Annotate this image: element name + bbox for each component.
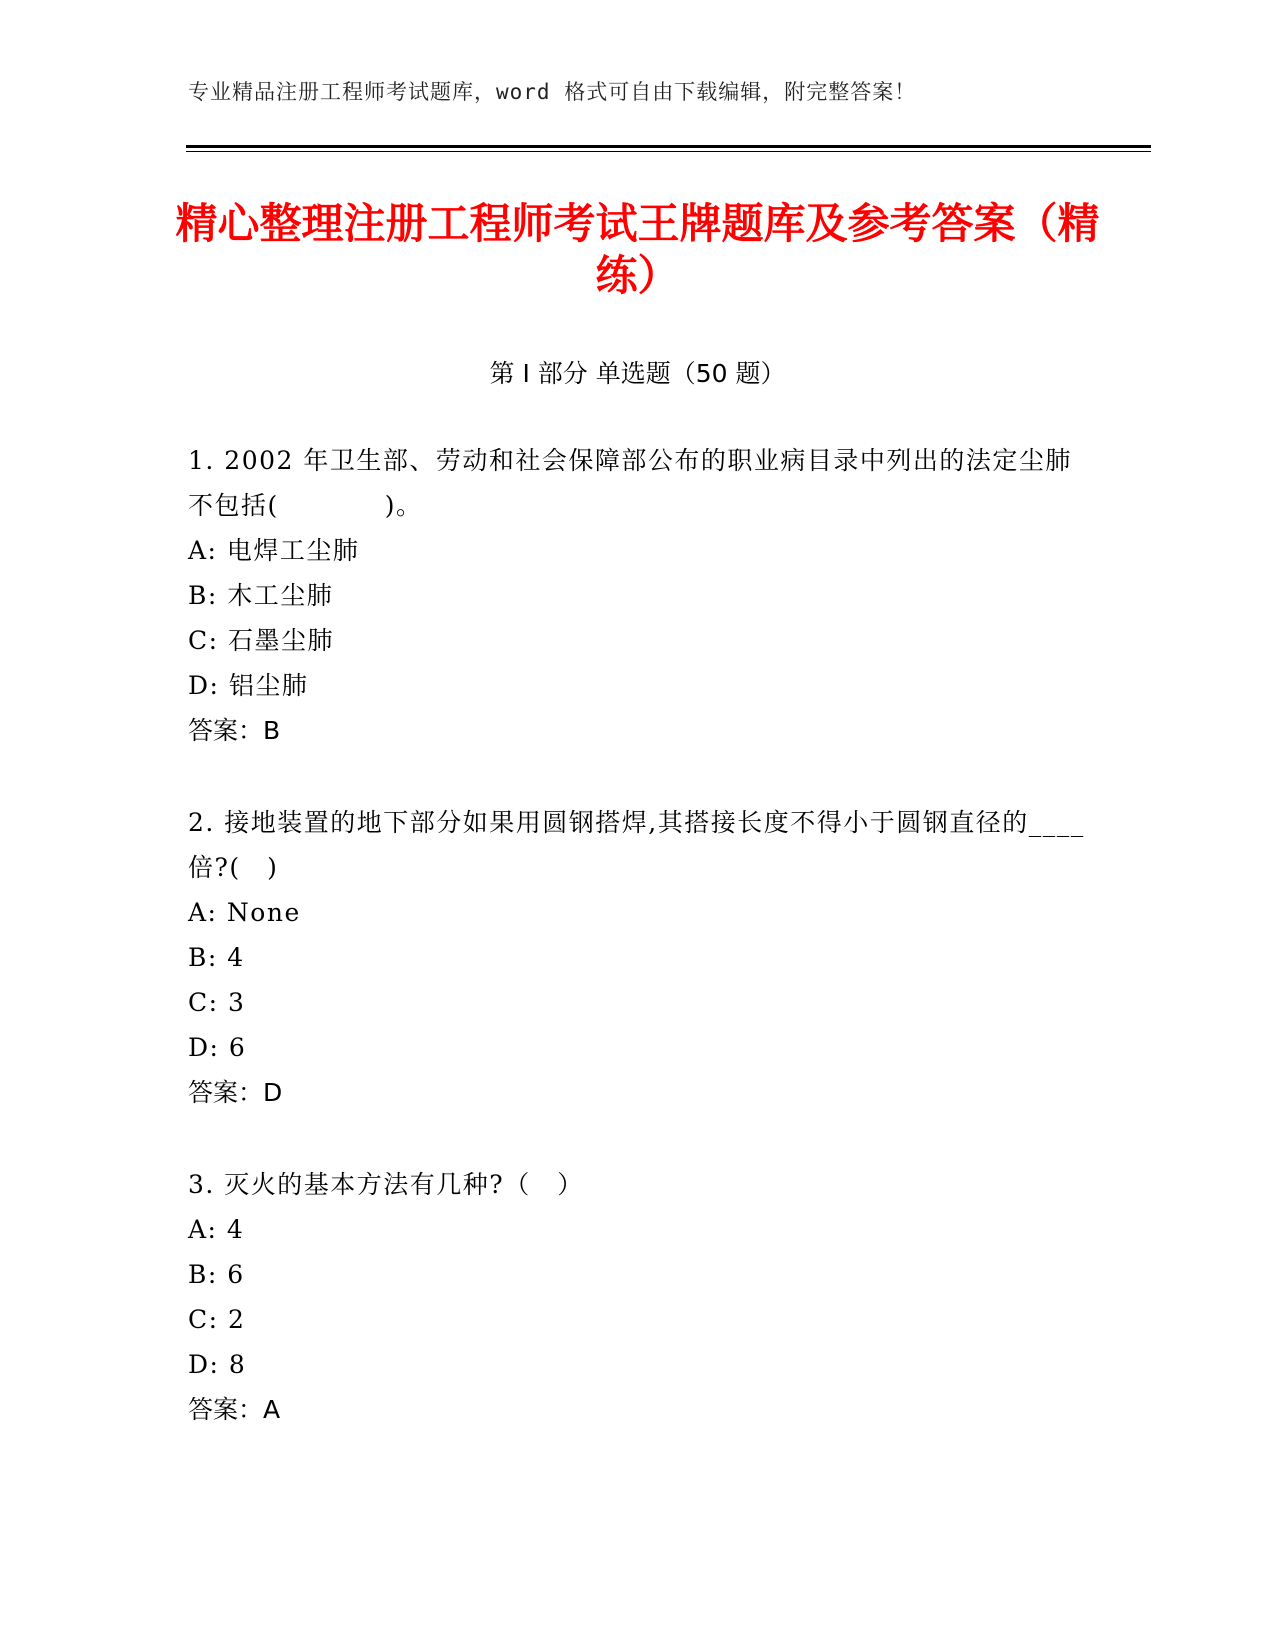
option-c: C: 石墨尘肺	[188, 626, 334, 655]
option-b: B: 木工尘肺	[188, 581, 334, 610]
option-b: B: 6	[188, 1260, 245, 1289]
question-stem: 2. 接地装置的地下部分如果用圆钢搭焊,其搭接长度不得小于圆钢直径的____倍?( )	[188, 808, 1085, 882]
question-1	[188, 438, 1088, 753]
option-a: A: 电焊工尘肺	[188, 536, 360, 565]
option-b: B: 4	[188, 943, 245, 972]
question-stem: 3. 灭火的基本方法有几种?（ ）	[188, 1170, 584, 1199]
header-rule-thick	[186, 145, 1151, 148]
question-answer: 答案：D	[188, 1078, 283, 1107]
question-stem: 1. 2002 年卫生部、劳动和社会保障部公布的职业病目录中列出的法定尘肺不包括( )。	[188, 446, 1072, 520]
header-rule-thin	[186, 151, 1151, 152]
question-answer: 答案：A	[188, 1395, 281, 1424]
option-d: D: 8	[188, 1350, 247, 1379]
header-note: 专业精品注册工程师考试题库，word 格式可自由下载编辑，附完整答案！	[188, 80, 917, 104]
option-d: D: 6	[188, 1033, 247, 1062]
option-d: D: 铝尘肺	[188, 671, 309, 700]
question-answer: 答案：B	[188, 716, 281, 745]
option-c: C: 3	[188, 988, 246, 1017]
question-3	[188, 1162, 1088, 1432]
option-a: A: None	[188, 898, 301, 927]
document-title: 精心整理注册工程师考试王牌题库及参考答案（精练）	[175, 199, 1100, 300]
section-title: 第 I 部分 单选题（50 题）	[489, 359, 786, 388]
question-2	[188, 800, 1088, 1115]
option-a: A: 4	[188, 1215, 245, 1244]
option-c: C: 2	[188, 1305, 246, 1334]
